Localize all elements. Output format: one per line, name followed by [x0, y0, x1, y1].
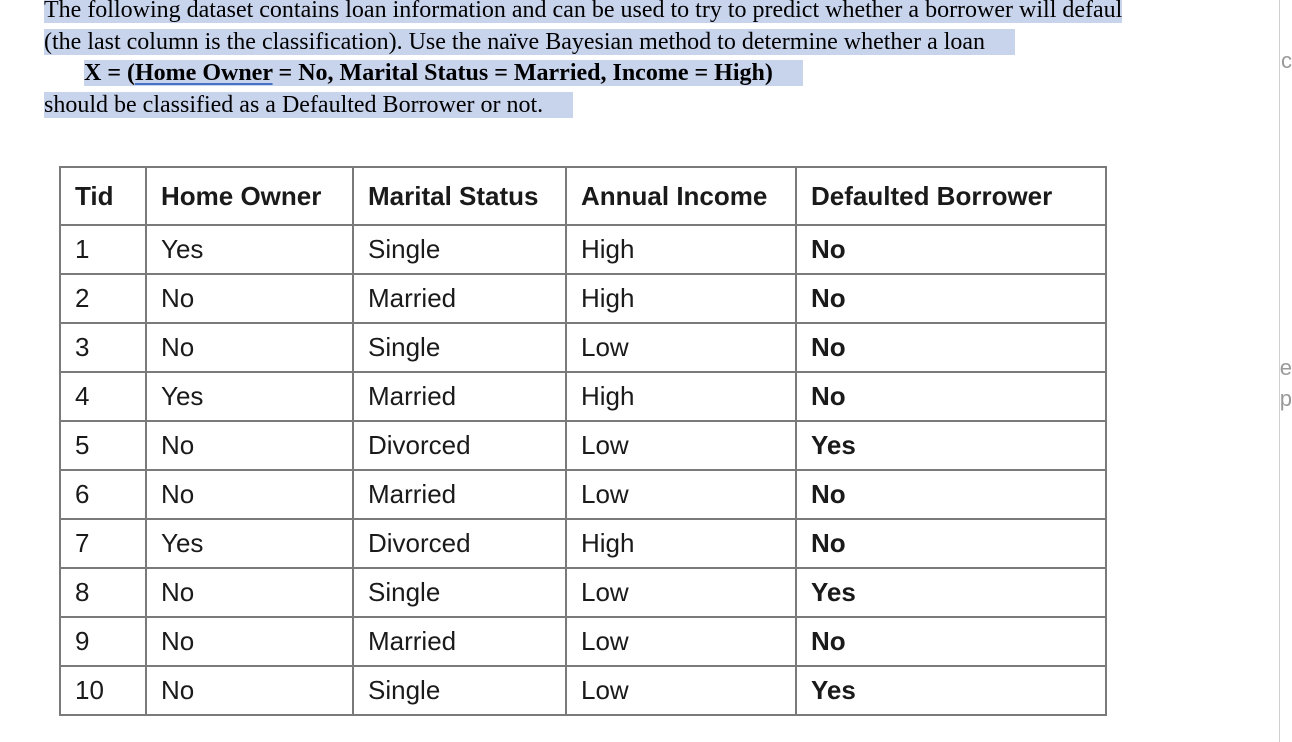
- marital-status-cell: Married: [353, 617, 566, 666]
- home-owner-cell: No: [146, 470, 353, 519]
- marital-status-cell: Single: [353, 225, 566, 274]
- query-vector-x: [84, 57, 803, 89]
- marital-status-cell: Single: [353, 666, 566, 715]
- defaulted-borrower-cell: No: [796, 519, 1106, 568]
- home-owner-cell: No: [146, 421, 353, 470]
- table-row: [60, 372, 1106, 421]
- header-annual-income: Annual Income: [566, 167, 796, 225]
- annual-income-cell: High: [566, 372, 796, 421]
- defaulted-borrower-cell: No: [796, 274, 1106, 323]
- home-owner-cell: No: [146, 568, 353, 617]
- annual-income-cell: Low: [566, 421, 796, 470]
- right-page-edge: [1279, 0, 1292, 742]
- home-owner-cell: No: [146, 666, 353, 715]
- tid-cell: 2: [60, 274, 146, 323]
- question-line-4: should be classified as a Defaulted Borrower or not.: [44, 89, 573, 121]
- edge-glyph-p: p: [1279, 386, 1292, 411]
- home-owner-cell: Yes: [146, 225, 353, 274]
- question-line-2: (the last column is the classification). Use the naïve Bayesian method to determine whether a loan: [44, 26, 1015, 58]
- annual-income-cell: Low: [566, 568, 796, 617]
- query-suffix: = No, Marital Status = Married, Income = High): [272, 60, 773, 86]
- defaulted-borrower-cell: No: [796, 323, 1106, 372]
- edge-glyph-e: e: [1279, 355, 1292, 380]
- table-row: [60, 421, 1106, 470]
- defaulted-borrower-cell: Yes: [796, 568, 1106, 617]
- question-line-1: The following dataset contains loan information and can be used to try to predict whether a borrower will defaul: [44, 0, 1122, 26]
- marital-status-cell: Divorced: [353, 421, 566, 470]
- table-row: [60, 519, 1106, 568]
- header-marital-status: Marital Status: [353, 167, 566, 225]
- tid-cell: 5: [60, 421, 146, 470]
- loan-dataset-table: [59, 166, 1107, 716]
- header-home-owner: Home Owner: [146, 167, 353, 225]
- table-header-row: [60, 167, 1106, 225]
- annual-income-cell: Low: [566, 617, 796, 666]
- home-owner-cell: No: [146, 274, 353, 323]
- table-row: [60, 568, 1106, 617]
- header-defaulted-borrower: Defaulted Borrower: [796, 167, 1106, 225]
- defaulted-borrower-cell: Yes: [796, 421, 1106, 470]
- tid-cell: 4: [60, 372, 146, 421]
- table-body: [60, 225, 1106, 715]
- table-row: [60, 225, 1106, 274]
- tid-cell: 7: [60, 519, 146, 568]
- defaulted-borrower-cell: No: [796, 372, 1106, 421]
- home-owner-cell: Yes: [146, 372, 353, 421]
- table-row: [60, 617, 1106, 666]
- annual-income-cell: High: [566, 519, 796, 568]
- query-prefix: X = (: [84, 60, 135, 86]
- home-owner-cell: No: [146, 323, 353, 372]
- annual-income-cell: High: [566, 274, 796, 323]
- home-owner-link[interactable]: Home Owner: [135, 60, 273, 86]
- tid-cell: 10: [60, 666, 146, 715]
- marital-status-cell: Married: [353, 274, 566, 323]
- tid-cell: 8: [60, 568, 146, 617]
- table-row: [60, 323, 1106, 372]
- home-owner-cell: Yes: [146, 519, 353, 568]
- home-owner-cell: No: [146, 617, 353, 666]
- marital-status-cell: Divorced: [353, 519, 566, 568]
- tid-cell: 3: [60, 323, 146, 372]
- marital-status-cell: Single: [353, 323, 566, 372]
- table-row: [60, 274, 1106, 323]
- defaulted-borrower-cell: No: [796, 617, 1106, 666]
- tid-cell: 9: [60, 617, 146, 666]
- marital-status-cell: Married: [353, 470, 566, 519]
- header-tid: Tid: [60, 167, 146, 225]
- tid-cell: 6: [60, 470, 146, 519]
- annual-income-cell: Low: [566, 470, 796, 519]
- table-row: [60, 470, 1106, 519]
- edge-glyph-c: c: [1281, 48, 1292, 73]
- defaulted-borrower-cell: No: [796, 470, 1106, 519]
- defaulted-borrower-cell: No: [796, 225, 1106, 274]
- marital-status-cell: Married: [353, 372, 566, 421]
- table-row: [60, 666, 1106, 715]
- annual-income-cell: High: [566, 225, 796, 274]
- defaulted-borrower-cell: Yes: [796, 666, 1106, 715]
- marital-status-cell: Single: [353, 568, 566, 617]
- annual-income-cell: Low: [566, 666, 796, 715]
- tid-cell: 1: [60, 225, 146, 274]
- annual-income-cell: Low: [566, 323, 796, 372]
